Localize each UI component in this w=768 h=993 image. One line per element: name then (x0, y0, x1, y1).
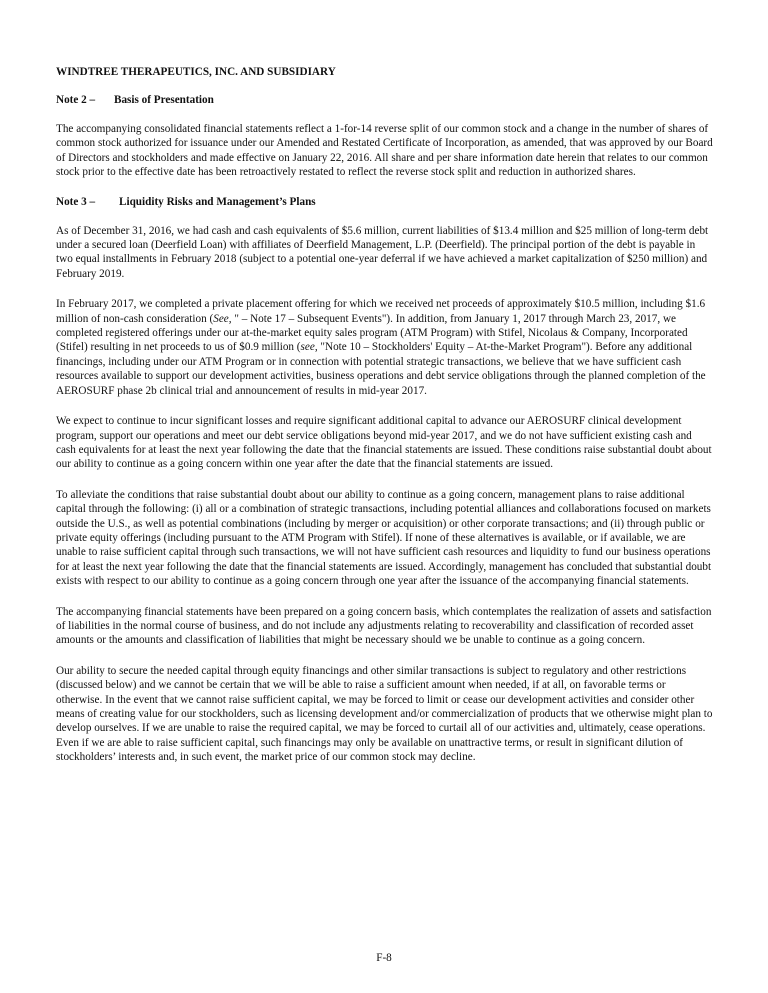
see-reference-2: see, (300, 341, 318, 354)
note-2-number: Note 2 – (56, 94, 96, 106)
note-3-number: Note 3 – (56, 195, 96, 208)
note-3-p2-part-b: " – Note 17 – Subsequent Events"). In addition, from January 1, 2017 through March 23, 2017, we completed registered offerings under our at-the-market equity sales program (ATM Program) with Stifel, Nicolaus & Company, Incorporated (Stifel) resulting in net proceeds to us of $0.9 million ( (56, 312, 688, 354)
company-heading: WINDTREE THERAPEUTICS, INC. AND SUBSIDIARY (56, 66, 336, 78)
note-3-paragraph-2 (56, 297, 713, 398)
note-3-paragraph-6: Our ability to secure the needed capital through equity financings and other similar transactions is subject to regulatory and other restrictions (discussed below) and we cannot be certain that we will be able to raise a sufficient amount when needed, if at all, on favorable terms or otherwise. In the event that we cannot raise sufficient capital, we may be forced to limit or cease our development activities and consider other means of creating value for our stockholders, such as licensing development and/or commercialization of products that we otherwise might plan to develop ourselves. If we are unable to raise the required capital, we may be forced to curtail all of our activities and, ultimately, cease operations. Even if we are able to raise sufficient capital, such financings may only be available on unattractive terms, or result in significant dilution of stockholders’ interests and, in such event, the market price of our common stock may decline. (56, 664, 713, 764)
note-3-paragraph-5: The accompanying financial statements have been prepared on a going concern basis, which contemplates the realization of assets and satisfaction of liabilities in the normal course of business, and do not include any adjustments relating to recoverability and classification of recorded asset amounts or the amounts and classification of liabilities that might be necessary should we be unable to continue as a going concern. (56, 605, 712, 647)
note-3-paragraph-4: To alleviate the conditions that raise substantial doubt about our ability to continue as a going concern, management plans to raise additional capital through the following: (i) all or a combination of strategic transactions, including potential alliances and collaborations focused on markets outside the U.S., as well as potential combinations (including by merger or acquisition) or other corporate transactions; and (ii) through public or private equity offerings (including pursuant to the ATM Program with Stifel). If none of these alternatives is available, or if available, we are unable to raise sufficient capital through such transactions, we will not have sufficient cash resources and liquidity to fund our business operations for at least the next year following the date that the financial statements are issued. Accordingly, management has concluded that substantial doubt exists with respect to our ability to continue as a going concern through one year after the issuance of the accompanying financial statements. (56, 488, 712, 588)
note-2-heading (56, 94, 713, 106)
document-page (56, 66, 713, 781)
see-reference-1: See, (213, 312, 232, 325)
note-2-paragraph: The accompanying consolidated financial statements reflect a 1-for-14 reverse split of our common stock and a change in the number of shares of common stock authorized for issuance under our Amended and Restated Certificate of Incorporation, as amended, that was approved by our Board of Directors and stockholders and made effective on January 22, 2016. All share and per share information date herein that relates to our common stock prior to the effective date has been retroactively restated to reflect the reverse stock split and reduction in authorized shares. (56, 123, 713, 179)
note-3-paragraph-1: As of December 31, 2016, we had cash and cash equivalents of $5.6 million, current liabilities of $13.4 million and $25 million of long-term debt under a secured loan (Deerfield Loan) with affiliates of Deerfield Management, L.P. (Deerfield). The principal portion of the debt is payable in two equal installments in February 2018 (subject to a potential one-year deferral if we have achieved a market capitalization of $250 million) and February 2019. (56, 224, 709, 280)
note-3-p2-part-c: "Note 10 – Stockholders' Equity – At-the-Market Program"). Before any additional financings, including under our ATM Program or in connection with potential strategic transactions, we believe that we have sufficient cash resources available to support our development activities, business operations and debt service obligations through the planned completion of the AEROSURF phase 2b clinical trial and announcement of results in mid-year 2017. (56, 341, 706, 397)
note-3-title: Liquidity Risks and Management’s Plans (119, 195, 316, 208)
note-3-paragraph-3: We expect to continue to incur significant losses and require significant additional capital to advance our AEROSURF clinical development program, support our operations and meet our debt service obligations beyond mid-year 2017, and we do not have sufficient existing cash and cash equivalents for at least the next year following the date that the financial statements are issued. These conditions raise substantial doubt about our ability to continue as a going concern within one year after the date that the financial statements are issued. (56, 415, 712, 471)
note-3-heading (56, 196, 713, 208)
note-3-p2-part-a: In February 2017, we completed a private placement offering for which we received net proceeds of approximately $10.5 million, including $1.6 million of non-cash consideration ( (56, 298, 706, 325)
note-2-title: Basis of Presentation (114, 94, 214, 106)
page-number: F-8 (376, 952, 392, 964)
